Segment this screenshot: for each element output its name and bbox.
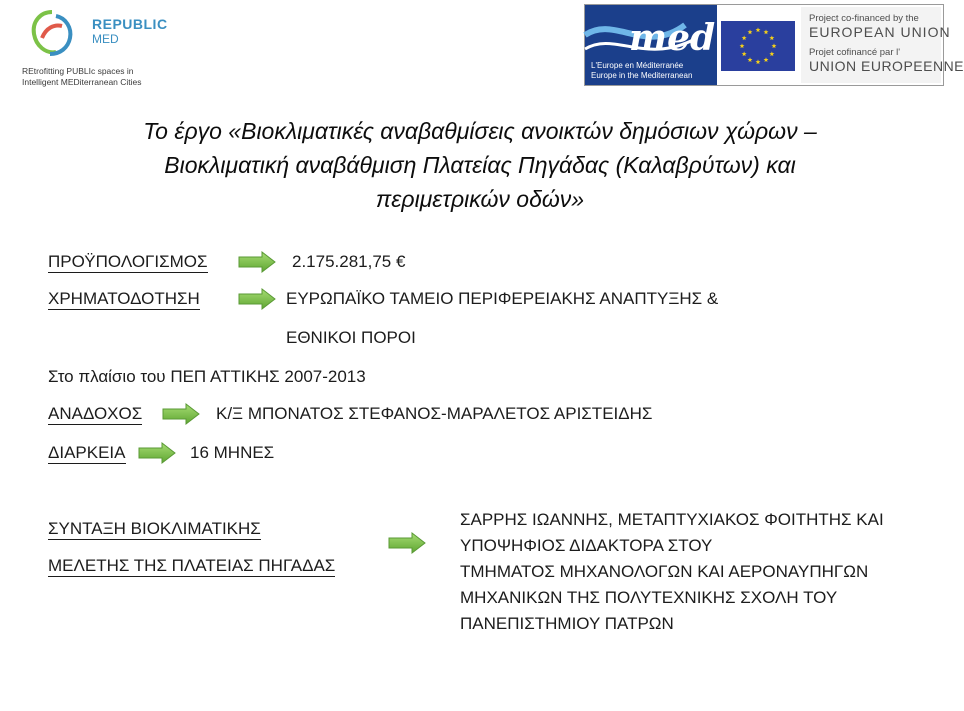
eu-cofinance-text [801,7,964,83]
study-label-line2: ΜΕΛΕΤΗΣ ΤΗΣ ΠΛΑΤΕΙΑΣ ΠΗΓΑΔΑΣ [48,556,336,575]
study-label-line1: ΣΥΝΤΑΞΗ ΒΙΟΚΛΙΜΑΤΙΚΗΣ [48,519,261,538]
funding-value-line1: ΕΥΡΩΠΑΪΚΟ ΤΑΜΕΙΟ ΠΕΡΙΦΕΡΕΙΑΚΗΣ ΑΝΑΠΤΥΞΗΣ & [286,289,719,308]
republic-med-logo-icon [26,8,78,58]
eu-line-fr-large: UNION EUROPEENNE [809,58,964,74]
logo-tagline-line2: Intelligent MEDiterranean Cities [22,77,142,87]
logo-tagline-line1: REtrofitting PUBLIc spaces in [22,66,134,76]
funding-value-line2: ΕΘΝΙΚΟΙ ΠΟΡΟΙ [286,328,416,347]
eu-line-fr-small: Projet cofinancé par l' [809,47,901,58]
right-arrow-icon [238,251,276,273]
med-subtitle-en: Europe in the Mediterranean [591,71,693,80]
contractor-value: Κ/Ξ ΜΠΟΝΑΤΟΣ ΣΤΕΦΑΝΟΣ-ΜΑΡΑΛΕΤΟΣ ΑΡΙΣΤΕΙΔΗΣ [216,404,653,423]
eu-line-en-small: Project co-financed by the [809,13,919,24]
title-line2: Βιοκλιματική αναβάθμιση Πλατείας Πηγάδας (Καλαβρύτων) και [164,152,796,178]
right-arrow-icon [138,442,176,464]
right-arrow-icon [162,403,200,425]
author-line: ΣΑΡΡΗΣ ΙΩΑΝΝΗΣ, ΜΕΤΑΠΤΥΧΙΑΚΟΣ ΦΟΙΤΗΤΗΣ ΚΑΙ [460,510,884,529]
duration-value: 16 ΜΗΝΕΣ [190,443,275,462]
title-line3: περιμετρικών οδών» [375,186,585,212]
budget-label: ΠΡΟΫΠΟΛΟΓΙΣΜΟΣ [48,252,208,271]
page-title [40,114,920,216]
right-arrow-icon [388,532,426,554]
author-line: ΜΗΧΑΝΙΚΩΝ ΤΗΣ ΠΟΛΥΤΕΧΝΙΚΗΣ ΣΧΟΛΗ ΤΟΥ [460,588,838,607]
author-line: ΥΠΟΨΗΦΙΟΣ ΔΙΔΑΚΤΟΡΑ ΣΤΟΥ [460,536,713,555]
title-line1: Το έργο «Βιοκλιματικές αναβαθμίσεις ανοικτών δημόσιων χώρων – [143,118,817,144]
republic-med-logo [12,6,192,90]
budget-value: 2.175.281,75 € [292,252,406,271]
med-subtitle-fr: L'Europe en Méditerranée [591,61,684,70]
eu-flag-icon [721,21,795,71]
duration-label: ΔΙΑΡΚΕΙΑ [48,443,126,462]
med-programme-logo [585,5,717,85]
med-wordmark: med [629,17,716,59]
funding-label: ΧΡΗΜΑΤΟΔΟΤΗΣΗ [48,289,200,308]
right-arrow-icon [238,288,276,310]
framework-text: Στο πλαίσιο του ΠΕΠ ΑΤΤΙΚΗΣ 2007-2013 [48,367,366,386]
cofinancing-banner [584,4,964,86]
eu-line-en-large: EUROPEAN UNION [809,24,951,40]
author-line: ΤΜΗΜΑΤΟΣ ΜΗΧΑΝΟΛΟΓΩΝ ΚΑΙ ΑΕΡΟΝΑΥΠΗΓΩΝ [460,562,869,581]
logo-name-line1: REPUBLIC [92,16,168,32]
logo-name-line2: MED [92,32,119,46]
contractor-label: ΑΝΑΔΟΧΟΣ [48,404,143,423]
author-line: ΠΑΝΕΠΙΣΤΗΜΙΟΥ ΠΑΤΡΩΝ [460,614,674,633]
